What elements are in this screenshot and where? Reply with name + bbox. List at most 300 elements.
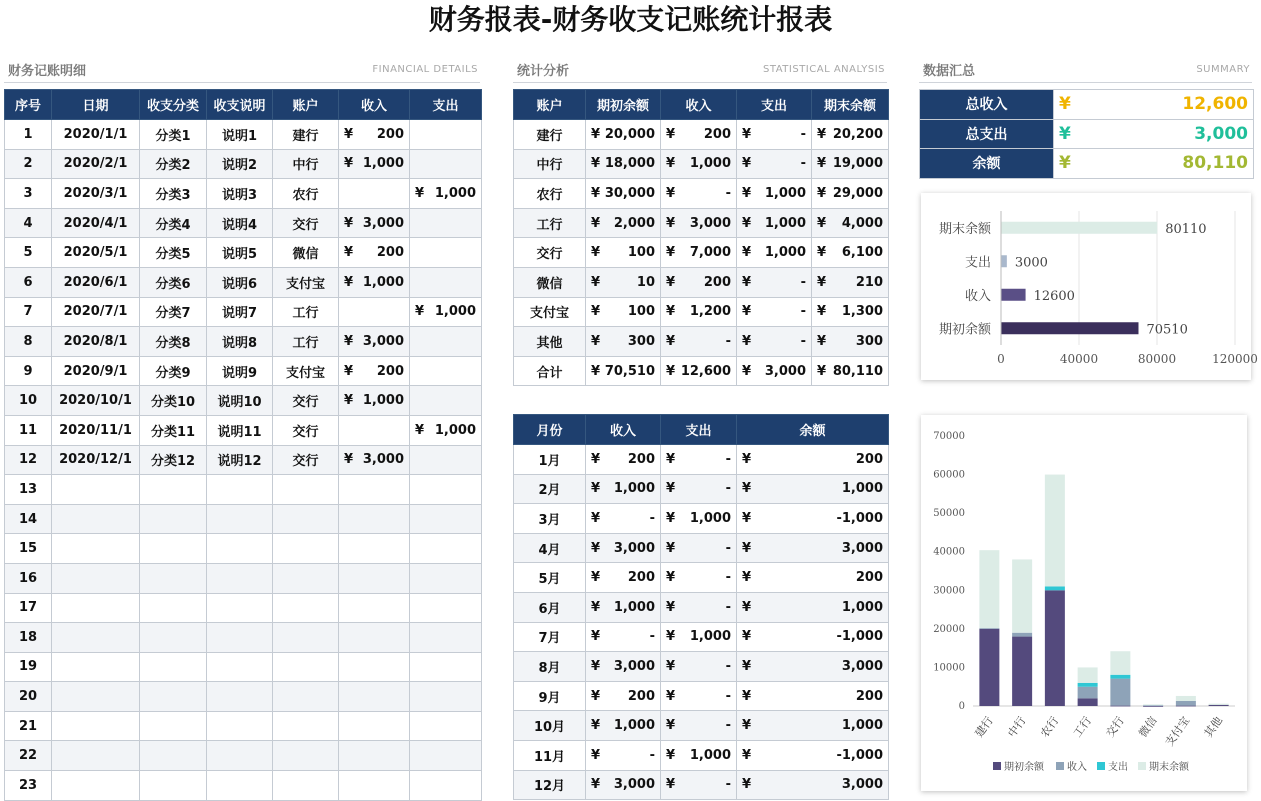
monthly-month	[514, 770, 586, 800]
table-row	[5, 534, 482, 564]
row-number	[5, 504, 52, 534]
currency-symbol: ¥	[344, 245, 354, 261]
stats-account-text: 合计	[536, 365, 563, 381]
row-date	[52, 208, 140, 238]
row-date-text: 2020/1/1	[63, 126, 128, 142]
row-income	[339, 149, 410, 179]
stats-expense-value: -	[800, 126, 806, 142]
row-income	[339, 327, 410, 357]
currency-symbol: ¥	[742, 629, 752, 645]
table-row	[5, 149, 482, 179]
currency-symbol: ¥	[666, 363, 676, 379]
row-date-text: 2020/12/1	[59, 452, 132, 468]
monthly-balance	[737, 770, 889, 800]
stats-closing	[812, 327, 889, 357]
x-tick-label: 40000	[1059, 352, 1099, 366]
stacked-bar-segment	[1209, 704, 1229, 705]
row-description	[207, 652, 273, 682]
category-label: 期末余额	[938, 221, 991, 237]
detail-header-cell: 日期	[52, 90, 140, 120]
row-income	[339, 563, 410, 593]
stats-income	[661, 327, 737, 357]
stats-closing-value: 19,000	[832, 156, 883, 172]
row-number-text: 10	[18, 393, 38, 409]
stats-closing	[812, 179, 889, 209]
monthly-income-value: -	[649, 510, 655, 526]
stats-income	[661, 267, 737, 297]
row-category	[140, 593, 207, 623]
bar-value-label: 70510	[1146, 322, 1188, 338]
currency-symbol: ¥	[591, 747, 601, 763]
row-income	[339, 208, 410, 238]
bar-value-label: 80110	[1165, 221, 1207, 237]
row-account	[273, 534, 339, 564]
row-category-text: 分类4	[155, 217, 191, 233]
x-category-label: 微信	[1136, 714, 1160, 740]
row-date-text: 2020/9/1	[63, 363, 128, 379]
currency-symbol: ¥	[666, 599, 676, 615]
row-description-text: 说明6	[221, 276, 258, 292]
currency-symbol: ¥	[344, 393, 354, 409]
stats-closing-value: 300	[855, 333, 883, 349]
table-row	[5, 563, 482, 593]
row-description-text: 说明3	[221, 187, 258, 203]
detail-header-cell: 支出	[410, 90, 482, 120]
currency-symbol: ¥	[742, 510, 752, 526]
row-number-text: 14	[18, 511, 38, 527]
table-row	[514, 120, 889, 150]
stacked-bar-segment	[1176, 706, 1196, 707]
row-category-text: 分类8	[155, 335, 191, 351]
currency-symbol: ¥	[817, 215, 827, 231]
row-account	[273, 267, 339, 297]
stats-closing	[812, 238, 889, 268]
y-tick-label: 60000	[933, 469, 965, 481]
row-income-value: 3,000	[362, 215, 404, 231]
monthly-expense	[661, 740, 737, 770]
stacked-bar-segment	[1012, 633, 1032, 637]
row-category-text: 分类7	[155, 306, 191, 322]
table-row	[5, 445, 482, 475]
row-account-text: 农行	[292, 187, 319, 203]
row-description	[207, 711, 273, 741]
row-expense	[410, 238, 482, 268]
row-description	[207, 386, 273, 416]
summary-row	[920, 119, 1254, 149]
stats-account	[514, 356, 586, 386]
row-income	[339, 711, 410, 741]
currency-symbol: ¥	[415, 185, 425, 201]
monthly-month-text: 8月	[538, 660, 561, 676]
row-expense	[410, 682, 482, 712]
stats-header-cell: 账户	[514, 90, 586, 120]
table-row	[514, 652, 889, 682]
monthly-month	[514, 504, 586, 534]
table-row	[514, 208, 889, 238]
stats-account-text: 交行	[536, 247, 563, 263]
stats-closing-value: 210	[855, 274, 883, 290]
stats-section-header	[513, 60, 887, 83]
detail-header-cell: 收入	[339, 90, 410, 120]
stats-expense	[737, 356, 812, 386]
table-row	[5, 475, 482, 505]
summary-row	[920, 149, 1254, 179]
row-date	[52, 297, 140, 327]
row-description	[207, 475, 273, 505]
stats-opening-value: 70,510	[604, 363, 655, 379]
stats-closing-value: 80,110	[832, 363, 883, 379]
row-number-text: 6	[23, 274, 33, 290]
row-expense	[410, 534, 482, 564]
stacked-bar-segment	[979, 629, 999, 706]
row-income-value: 3,000	[362, 333, 404, 349]
table-row	[5, 682, 482, 712]
row-number	[5, 623, 52, 653]
monthly-balance-value: -1,000	[836, 747, 883, 763]
row-date	[52, 623, 140, 653]
row-income	[339, 238, 410, 268]
monthly-income-value: 200	[627, 570, 655, 586]
row-category	[140, 563, 207, 593]
monthly-month-text: 11月	[533, 749, 566, 765]
monthly-balance-value: -1,000	[836, 510, 883, 526]
row-date	[52, 741, 140, 771]
stacked-bar-segment	[1176, 701, 1196, 706]
row-account	[273, 179, 339, 209]
monthly-balance	[737, 740, 889, 770]
stats-income	[661, 238, 737, 268]
stats-header-cell: 期末余额	[812, 90, 889, 120]
monthly-expense	[661, 622, 737, 652]
currency-symbol: ¥	[817, 333, 827, 349]
stats-account	[514, 208, 586, 238]
x-category-label: 建行	[972, 714, 996, 740]
table-row	[514, 474, 889, 504]
row-expense	[410, 267, 482, 297]
monthly-month	[514, 740, 586, 770]
stacked-bar-segment	[1045, 475, 1065, 587]
category-label: 期初余额	[938, 322, 991, 338]
table-row	[5, 120, 482, 150]
stats-expense	[737, 327, 812, 357]
currency-symbol: ¥	[666, 747, 676, 763]
row-date	[52, 327, 140, 357]
stats-closing	[812, 297, 889, 327]
monthly-month-text: 12月	[533, 779, 566, 795]
table-row	[514, 681, 889, 711]
row-number-text: 18	[18, 629, 38, 645]
stats-expense	[737, 297, 812, 327]
monthly-month	[514, 681, 586, 711]
summary-label: 余额	[920, 149, 1054, 179]
row-description-text: 说明10	[217, 395, 262, 411]
monthly-month-text: 6月	[538, 601, 561, 617]
stats-expense	[737, 179, 812, 209]
row-number	[5, 149, 52, 179]
row-category	[140, 682, 207, 712]
monthly-month-text: 3月	[538, 512, 561, 528]
row-account	[273, 297, 339, 327]
bar	[1001, 289, 1026, 301]
summary-label: 总收入	[920, 90, 1054, 120]
currency-symbol: ¥	[742, 215, 752, 231]
stacked-bar-segment	[1078, 683, 1098, 687]
stacked-bar-segment	[1110, 706, 1130, 707]
row-description	[207, 445, 273, 475]
row-expense	[410, 623, 482, 653]
stacked-bar-segment	[1176, 696, 1196, 701]
legend-swatch	[993, 762, 1001, 770]
row-category	[140, 238, 207, 268]
monthly-expense-value: -	[725, 570, 731, 586]
monthly-expense-value: 1,000	[689, 510, 731, 526]
bar	[1001, 222, 1157, 234]
currency-symbol: ¥	[742, 304, 752, 320]
table-row	[5, 741, 482, 771]
currency-symbol: ¥	[742, 274, 752, 290]
stats-expense	[737, 267, 812, 297]
row-description	[207, 238, 273, 268]
stats-income	[661, 149, 737, 179]
row-number-text: 7	[23, 304, 33, 320]
monthly-balance	[737, 622, 889, 652]
row-account-text: 交行	[292, 424, 319, 440]
stats-opening-value: 100	[627, 304, 655, 320]
row-income-value: 1,000	[362, 274, 404, 290]
x-category-label: 其他	[1201, 714, 1226, 740]
stats-income-value: 1,200	[689, 304, 731, 320]
row-number	[5, 386, 52, 416]
stats-income-value: 200	[703, 274, 731, 290]
row-income	[339, 415, 410, 445]
monthly-balance	[737, 563, 889, 593]
row-description	[207, 771, 273, 801]
stats-closing-value: 6,100	[841, 245, 883, 261]
currency-symbol: ¥	[742, 718, 752, 734]
row-description	[207, 120, 273, 150]
row-account-text: 工行	[292, 306, 319, 322]
row-number	[5, 297, 52, 327]
stats-account	[514, 149, 586, 179]
balance-bar-chart-card	[921, 193, 1258, 380]
stats-closing	[812, 120, 889, 150]
stats-opening	[586, 327, 661, 357]
monthly-expense	[661, 533, 737, 563]
stats-closing-value: 29,000	[832, 185, 883, 201]
monthly-header-cell: 收入	[586, 415, 661, 445]
monthly-expense	[661, 445, 737, 475]
row-date	[52, 682, 140, 712]
stats-section-title: 统计分析	[517, 64, 570, 79]
bar-value-label: 12600	[1033, 288, 1075, 304]
stats-opening-value: 10	[636, 274, 655, 290]
row-date	[52, 267, 140, 297]
bar-value-label: 3000	[1014, 255, 1048, 271]
stacked-bar-segment	[1078, 698, 1098, 706]
row-date	[52, 238, 140, 268]
row-account	[273, 504, 339, 534]
row-date	[52, 356, 140, 386]
currency-symbol: ¥	[591, 245, 601, 261]
stats-expense-value: -	[800, 333, 806, 349]
stats-income-value: 7,000	[689, 245, 731, 261]
currency-symbol: ¥	[817, 304, 827, 320]
monthly-income	[586, 592, 661, 622]
currency-symbol: ¥	[666, 718, 676, 734]
stats-expense	[737, 208, 812, 238]
currency-symbol: ¥	[666, 126, 676, 142]
row-description-text: 说明1	[221, 128, 258, 144]
row-description	[207, 297, 273, 327]
currency-symbol: ¥	[415, 422, 425, 438]
row-expense	[410, 297, 482, 327]
row-category	[140, 267, 207, 297]
currency-symbol: ¥	[591, 304, 601, 320]
stacked-bar-segment	[1143, 704, 1163, 705]
stats-header-cell: 收入	[661, 90, 737, 120]
legend-label: 期末余额	[1149, 762, 1189, 773]
row-date	[52, 445, 140, 475]
monthly-income-value: 200	[627, 451, 655, 467]
currency-symbol: ¥	[817, 185, 827, 201]
currency-symbol: ¥	[666, 304, 676, 320]
stats-expense-value: -	[800, 274, 806, 290]
stats-expense-value: -	[800, 304, 806, 320]
row-income	[339, 682, 410, 712]
row-date-text: 2020/7/1	[63, 304, 128, 320]
row-income	[339, 179, 410, 209]
stats-opening	[586, 238, 661, 268]
row-expense	[410, 711, 482, 741]
x-category-label: 中行	[1005, 714, 1029, 740]
table-row	[514, 238, 889, 268]
stats-table	[513, 89, 889, 386]
row-number	[5, 327, 52, 357]
currency-symbol: ¥	[666, 245, 676, 261]
currency-symbol: ¥	[591, 215, 601, 231]
row-date-text: 2020/11/1	[59, 422, 132, 438]
stacked-bar-segment	[979, 550, 999, 628]
monthly-expense-value: 1,000	[689, 747, 731, 763]
row-category	[140, 623, 207, 653]
row-number-text: 15	[18, 541, 38, 557]
row-number	[5, 356, 52, 386]
row-expense	[410, 445, 482, 475]
monthly-income	[586, 563, 661, 593]
currency-symbol: ¥	[666, 510, 676, 526]
monthly-balance	[737, 504, 889, 534]
row-number	[5, 711, 52, 741]
account-stacked-chart-card	[921, 415, 1247, 791]
row-category	[140, 386, 207, 416]
currency-symbol: ¥	[666, 570, 676, 586]
detail-header-cell: 序号	[5, 90, 52, 120]
monthly-expense	[661, 504, 737, 534]
row-expense	[410, 208, 482, 238]
currency-symbol: ¥	[591, 481, 601, 497]
currency-symbol: ¥	[666, 658, 676, 674]
row-account	[273, 386, 339, 416]
currency-symbol: ¥	[344, 126, 354, 142]
currency-symbol: ¥	[591, 274, 601, 290]
stats-income-value: 12,600	[680, 363, 731, 379]
row-date-text: 2020/4/1	[63, 215, 128, 231]
row-account	[273, 415, 339, 445]
table-row	[514, 445, 889, 475]
row-description	[207, 741, 273, 771]
table-row	[5, 386, 482, 416]
row-date-text: 2020/8/1	[63, 333, 128, 349]
currency-symbol: ¥	[1059, 123, 1071, 144]
row-income	[339, 267, 410, 297]
stats-account	[514, 120, 586, 150]
stats-opening-value: 20,000	[604, 126, 655, 142]
monthly-header-cell: 支出	[661, 415, 737, 445]
monthly-balance	[737, 711, 889, 741]
row-expense	[410, 415, 482, 445]
monthly-expense	[661, 592, 737, 622]
monthly-expense-value: -	[725, 451, 731, 467]
row-number-text: 1	[23, 126, 33, 142]
row-income	[339, 120, 410, 150]
stats-account	[514, 267, 586, 297]
currency-symbol: ¥	[666, 540, 676, 556]
row-date	[52, 475, 140, 505]
row-expense	[410, 563, 482, 593]
row-account-text: 建行	[292, 128, 319, 144]
row-category	[140, 652, 207, 682]
row-description	[207, 534, 273, 564]
currency-symbol: ¥	[666, 777, 676, 793]
currency-symbol: ¥	[742, 481, 752, 497]
detail-section-header	[4, 60, 480, 83]
summary-label: 总支出	[920, 119, 1054, 149]
row-account	[273, 771, 339, 801]
row-category	[140, 504, 207, 534]
row-account	[273, 120, 339, 150]
monthly-balance	[737, 592, 889, 622]
row-number-text: 16	[18, 570, 38, 586]
monthly-month-text: 2月	[538, 483, 561, 499]
summary-row	[920, 90, 1254, 120]
row-description-text: 说明5	[221, 247, 258, 263]
stats-income	[661, 297, 737, 327]
monthly-expense	[661, 681, 737, 711]
row-number-text: 21	[18, 718, 38, 734]
row-account	[273, 475, 339, 505]
currency-symbol: ¥	[742, 156, 752, 172]
stats-income-value: -	[725, 333, 731, 349]
table-row	[5, 327, 482, 357]
monthly-balance-value: 3,000	[841, 777, 883, 793]
monthly-income	[586, 445, 661, 475]
row-category	[140, 297, 207, 327]
row-description-text: 说明8	[221, 335, 258, 351]
stats-opening	[586, 149, 661, 179]
row-category	[140, 445, 207, 475]
row-number	[5, 415, 52, 445]
monthly-month	[514, 711, 586, 741]
stats-opening	[586, 297, 661, 327]
currency-symbol: ¥	[591, 688, 601, 704]
summary-amount: 12,600	[1182, 94, 1248, 115]
monthly-balance-value: 1,000	[841, 599, 883, 615]
row-category	[140, 179, 207, 209]
row-number	[5, 534, 52, 564]
row-category-text: 分类5	[155, 247, 191, 263]
detail-header-cell: 收支说明	[207, 90, 273, 120]
bar	[1001, 322, 1138, 334]
